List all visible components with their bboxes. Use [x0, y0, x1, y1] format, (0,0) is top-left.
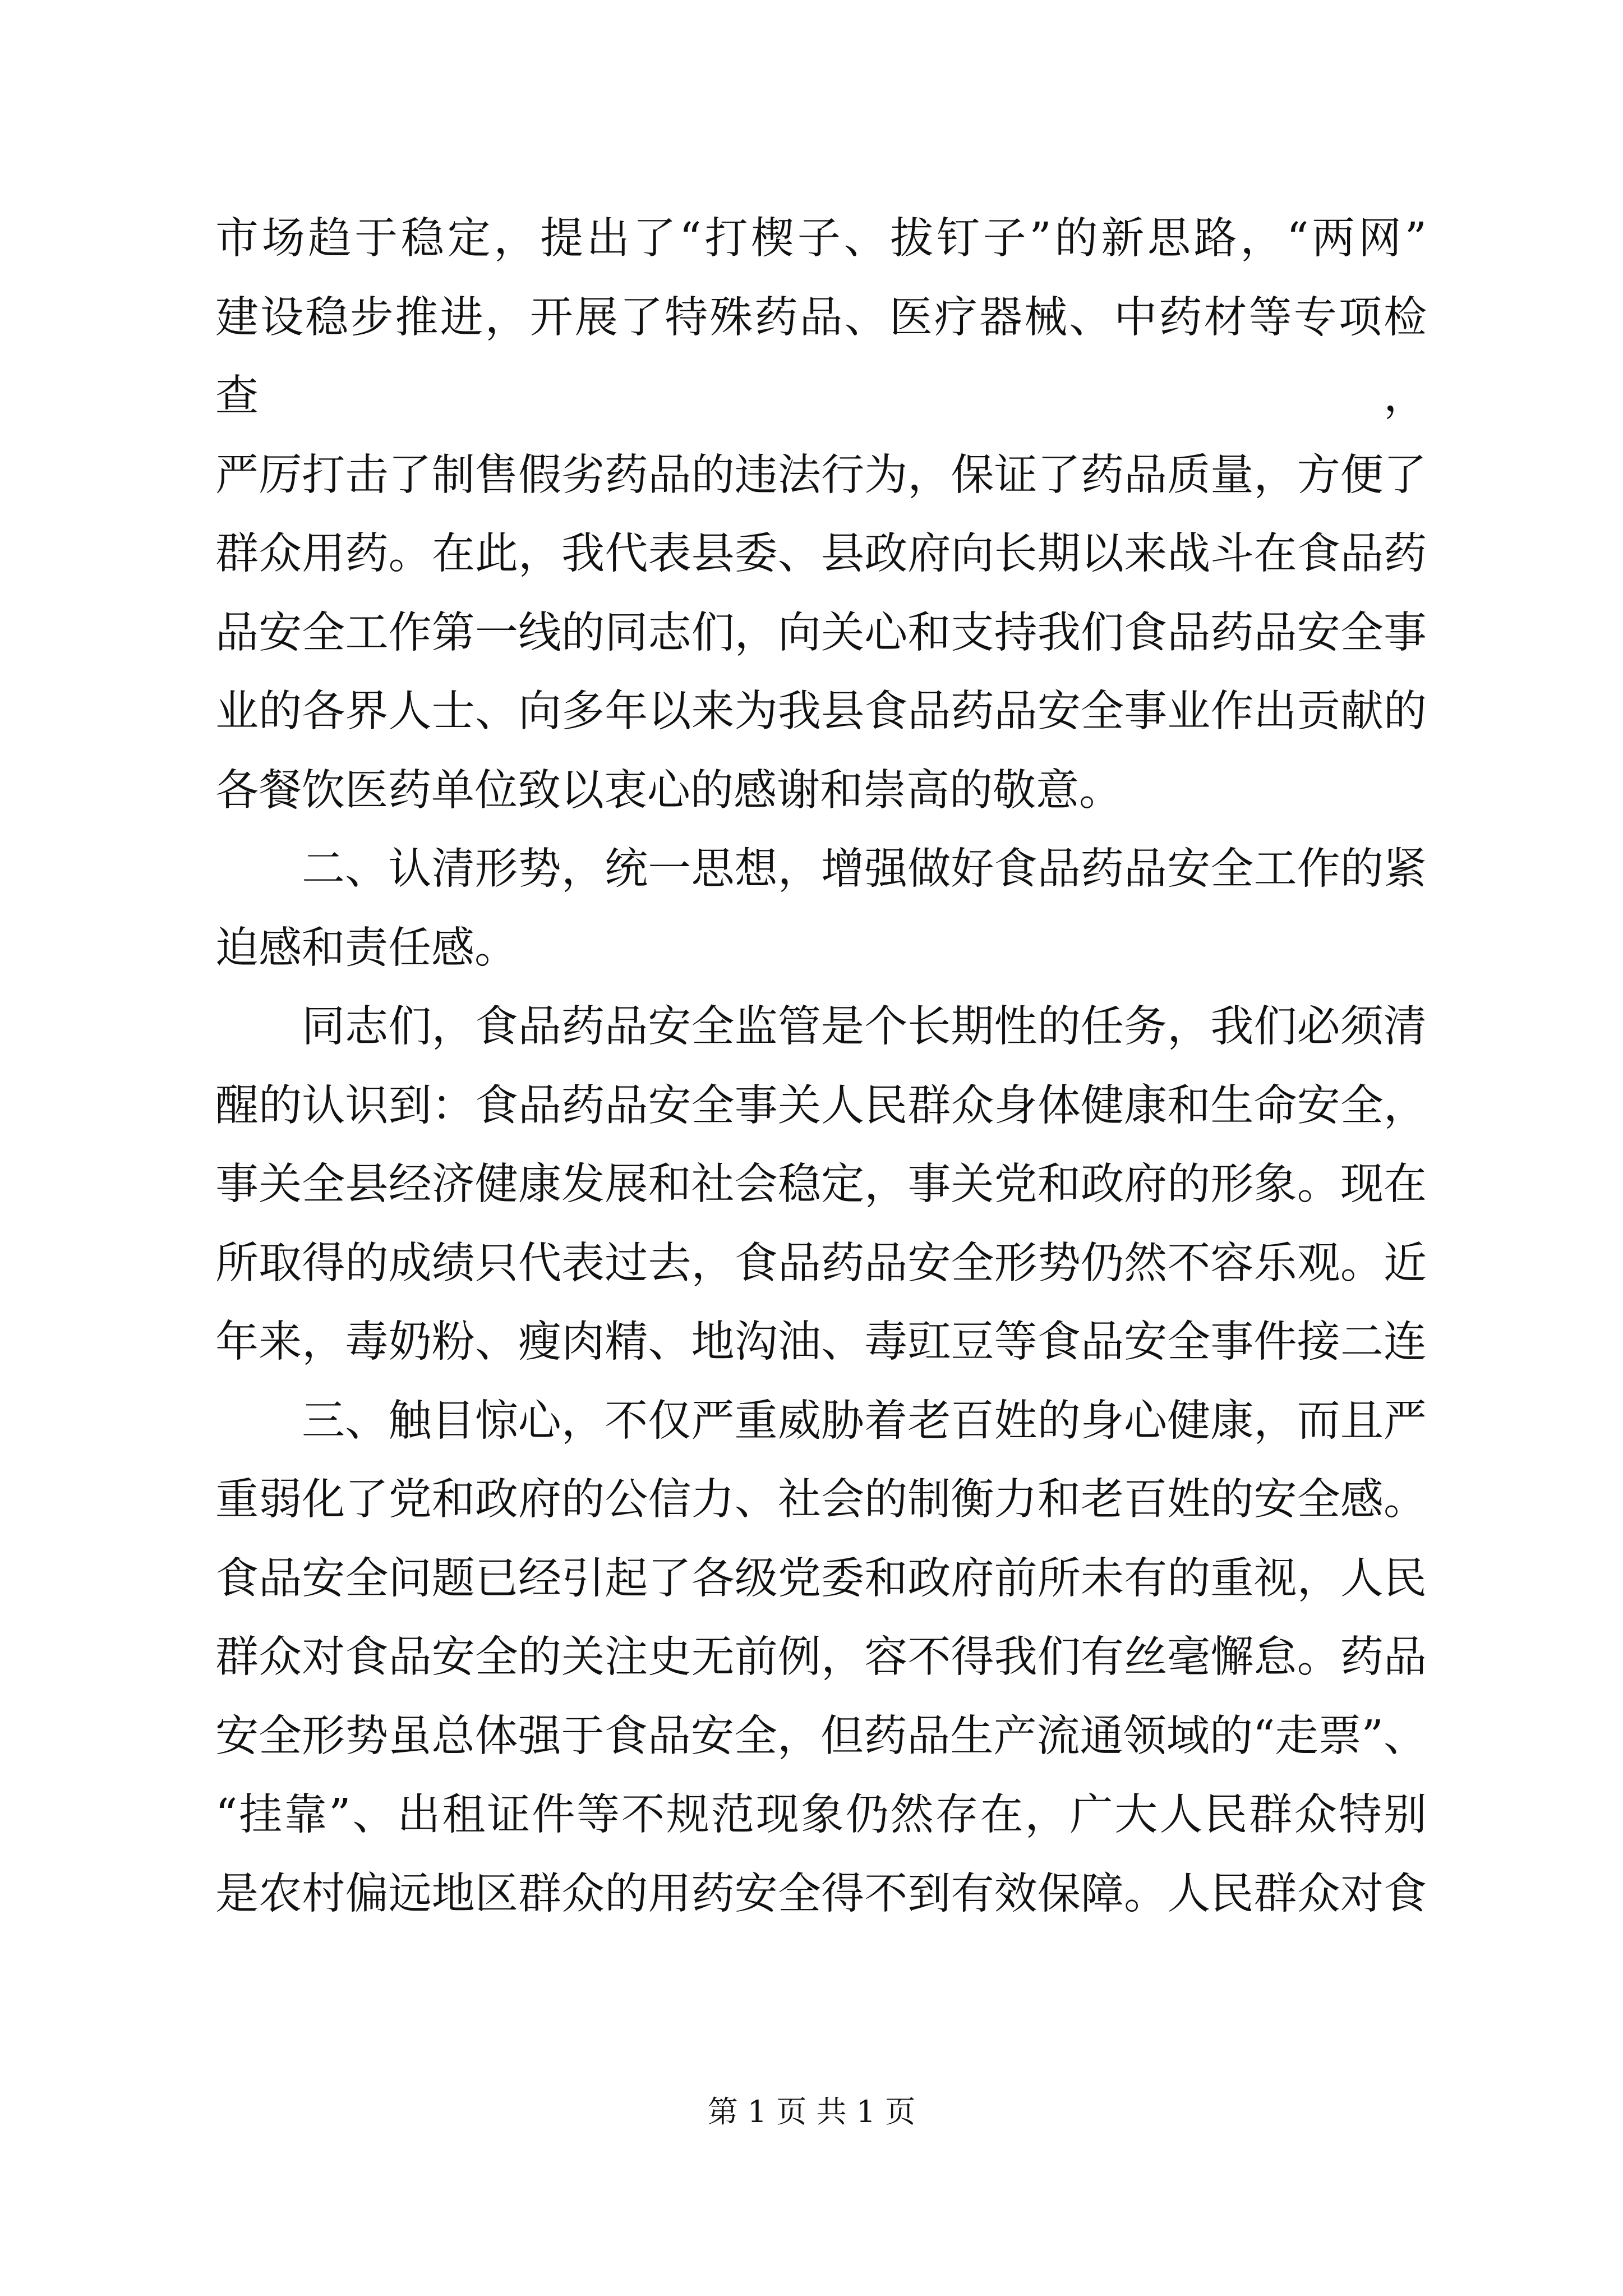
section-heading-line: 二、认清形势，统一思想，增强做好食品药品安全工作的紧	[302, 844, 1427, 894]
text-line: 市场趋于稳定，提出了“打楔子、拔钉子”的新思路，“两网”	[215, 214, 1427, 264]
document-body	[215, 200, 1427, 1934]
text-line: 重弱化了党和政府的公信力、社会的制衡力和老百姓的安全感。	[215, 1475, 1427, 1525]
text-line: 三、触目惊心，不仅严重威胁着老百姓的身心健康，而且严	[302, 1396, 1427, 1446]
page-number-label: 第 1 页 共 1 页	[707, 2094, 916, 2129]
text-line: 安全形势虽总体强于食品安全，但药品生产流通领域的“走票”、	[215, 1711, 1427, 1761]
text-line: 是农村偏远地区群众的用药安全得不到有效保障。人民群众对食	[215, 1869, 1427, 1919]
text-line: 业的各界人士、向多年以来为我县食品药品安全事业作出贡献的	[215, 687, 1427, 737]
text-line: 所取得的成绩只代表过去，食品药品安全形势仍然不容乐观。近	[215, 1238, 1427, 1289]
text-line: 建设稳步推进，开展了特殊药品、医疗器械、中药材等专项检查，	[215, 292, 1427, 421]
section-heading-line: 迫感和责任感。	[215, 923, 518, 973]
text-line: 同志们，食品药品安全监管是个长期性的任务，我们必须清	[302, 1002, 1427, 1052]
text-line: 群众用药。在此，我代表县委、县政府向长期以来战斗在食品药	[215, 529, 1427, 579]
text-line: 食品安全问题已经引起了各级党委和政府前所未有的重视，人民	[215, 1553, 1427, 1604]
text-line: 各餐饮医药单位致以衷心的感谢和崇高的敬意。	[215, 765, 1122, 816]
text-line: 醒的认识到：食品药品安全事关人民群众身体健康和生命安全，	[215, 1080, 1427, 1131]
text-line: “挂靠”、出租证件等不规范现象仍然存在，广大人民群众特别	[215, 1790, 1427, 1840]
text-line: 年来，毒奶粉、瘦肉精、地沟油、毒豇豆等食品安全事件接二连	[215, 1317, 1427, 1367]
text-line: 严厉打击了制售假劣药品的违法行为，保证了药品质量，方便了	[215, 450, 1427, 500]
page-footer	[0, 2092, 1623, 2132]
text-line: 品安全工作第一线的同志们，向关心和支持我们食品药品安全事	[215, 608, 1427, 658]
text-line: 群众对食品安全的关注史无前例，容不得我们有丝毫懈怠。药品	[215, 1632, 1427, 1682]
text-line: 事关全县经济健康发展和社会稳定，事关党和政府的形象。现在	[215, 1159, 1427, 1209]
